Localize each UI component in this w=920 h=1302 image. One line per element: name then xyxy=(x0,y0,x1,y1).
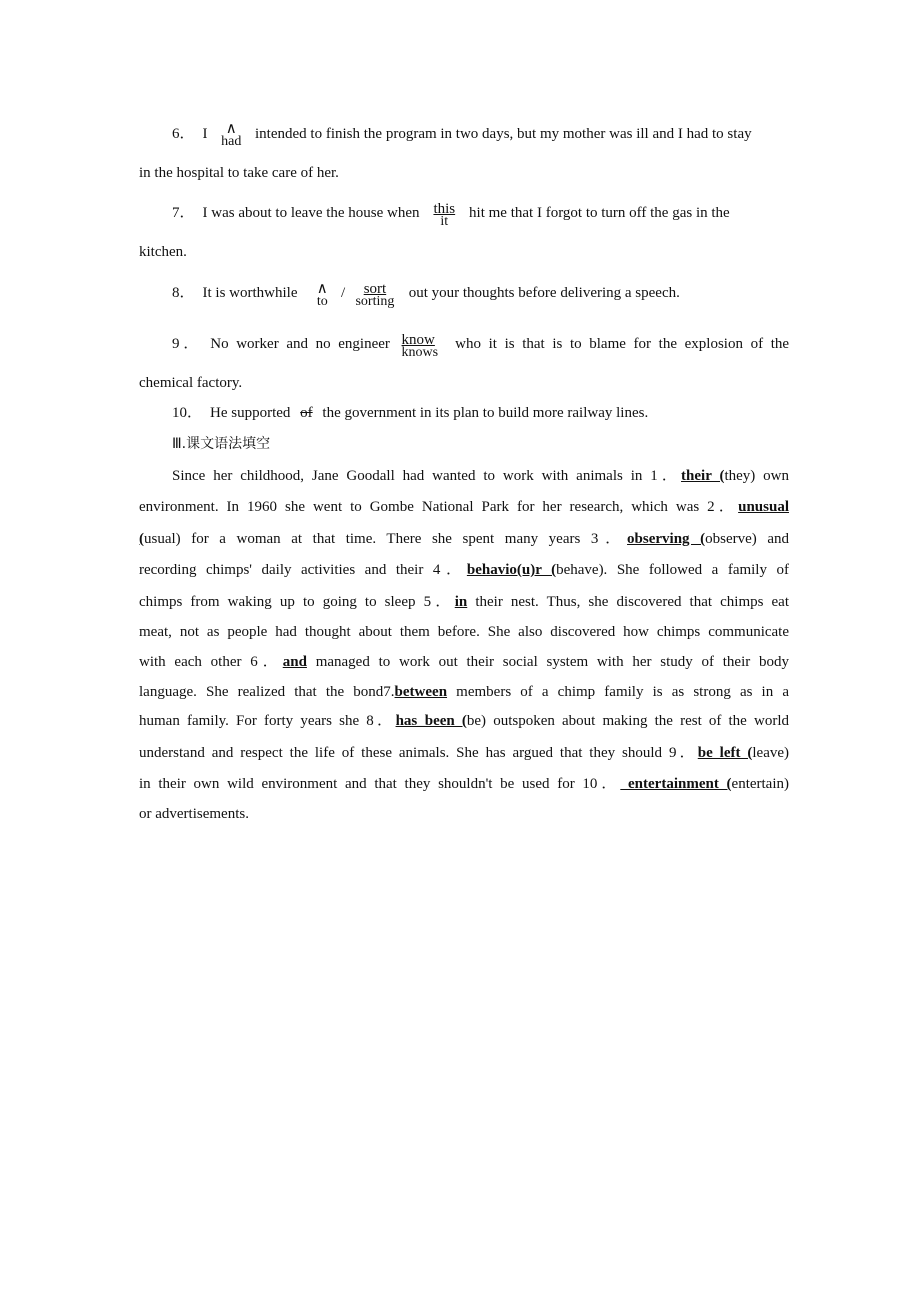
item-text-continued: kitchen. xyxy=(139,244,187,260)
text: environment. In 1960 she went to Gombe National Park for her research, which was 2． xyxy=(139,499,739,515)
text: they) own xyxy=(724,468,790,484)
item-text-continued: chemical factory. xyxy=(139,375,243,391)
answer-blank-3: observing ( xyxy=(627,531,706,547)
original-word: know xyxy=(401,332,435,348)
text: chimps from waking up to going to sleep 5． xyxy=(139,594,455,610)
answer-blank-2-paren: ( xyxy=(139,531,144,547)
item-text-before: No worker and no engineer xyxy=(210,336,390,352)
correction-item-9 xyxy=(172,334,789,360)
text: language. She realized that the bond7. xyxy=(139,684,395,700)
paragraph-line xyxy=(139,743,789,763)
deleted-word: of xyxy=(300,405,313,421)
paragraph-line xyxy=(172,466,789,486)
paragraph-line xyxy=(139,592,789,612)
answer-blank-9: be left ( xyxy=(697,745,753,761)
item-text-continued: in the hospital to take care of her. xyxy=(139,165,339,181)
text: in their own wild environment and that they shouldn't be used for 10． xyxy=(139,776,621,792)
item-text-after: hit me that I forgot to turn off the gas in the xyxy=(469,205,730,221)
paragraph-line xyxy=(139,622,789,642)
text: members of a chimp family is as strong as in a xyxy=(456,684,790,700)
answer-blank-7: between xyxy=(394,684,448,700)
answer-blank-2: unusual xyxy=(738,499,789,515)
section-heading: Ⅲ.课文语法填空 xyxy=(172,436,271,452)
text: with each other 6． xyxy=(139,654,283,670)
corrected-word: knows xyxy=(401,345,439,360)
replacement-mark xyxy=(429,202,459,228)
text: leave) xyxy=(752,745,790,761)
original-word: this xyxy=(433,201,456,217)
item-number: 10． xyxy=(172,405,203,421)
text: Since her childhood, Jane Goodall had wanted to work with animals in 1． xyxy=(172,468,682,484)
paragraph-line xyxy=(139,529,789,549)
item-text-before: I was about to leave the house when xyxy=(202,205,420,221)
paragraph-line xyxy=(139,804,789,824)
item-number: 7． xyxy=(172,205,195,221)
correction-item-8 xyxy=(172,283,789,309)
text: human family. For forty years she 8． xyxy=(139,713,396,729)
text: behave). She followed a family of xyxy=(556,562,789,578)
item-text-after: the government in its plan to build more railway lines. xyxy=(322,405,649,421)
corrected-word: it xyxy=(440,214,449,229)
correction-item-7-cont xyxy=(139,242,789,262)
paragraph-line xyxy=(139,774,789,794)
text: or advertisements. xyxy=(139,806,249,822)
answer-blank-1: their ( xyxy=(681,468,725,484)
replacement-mark xyxy=(402,333,444,359)
answer-blank-8: has_been ( xyxy=(395,713,467,729)
paragraph-line xyxy=(139,497,789,517)
correction-item-7 xyxy=(172,203,789,229)
item-text-before: He supported xyxy=(210,405,291,421)
item-number: 6． xyxy=(172,126,195,142)
correction-item-9-cont xyxy=(139,373,789,393)
insertion-mark xyxy=(311,282,333,308)
paragraph-line xyxy=(139,560,789,580)
paragraph-line xyxy=(139,682,789,702)
item-text-after: out your thoughts before delivering a speech. xyxy=(408,285,680,301)
paragraph-line xyxy=(139,711,789,731)
correction-item-10 xyxy=(172,403,789,423)
inserted-word: had xyxy=(221,134,242,149)
caret-symbol: ∧ xyxy=(225,121,237,137)
text: usual) for a woman at that time. There she spent many years 3． xyxy=(144,531,628,547)
text: understand and respect the life of these animals. She has argued that they should 9． xyxy=(139,745,698,761)
text: observe) and xyxy=(705,531,789,547)
answer-blank-10: entertainment ( xyxy=(620,776,732,792)
text: entertain) xyxy=(731,776,789,792)
paragraph-line xyxy=(139,652,789,672)
text: managed to work out their social system with her study of their body xyxy=(315,654,789,670)
correction-item-6-cont xyxy=(139,163,789,183)
insertion-mark xyxy=(217,122,245,148)
answer-blank-5: in xyxy=(454,594,468,610)
correction-item-6 xyxy=(172,121,789,150)
text: recording chimps' daily activities and their 4． xyxy=(139,562,467,578)
separator-slash: / xyxy=(341,285,346,301)
original-word: sort xyxy=(363,281,387,297)
caret-symbol: ∧ xyxy=(316,281,328,297)
item-text-after: who it is that is to blame for the explosion of the xyxy=(455,336,790,352)
item-number: 8． xyxy=(172,285,195,301)
item-text-before: I xyxy=(202,126,208,142)
answer-blank-6: and xyxy=(282,654,307,670)
corrected-word: sorting xyxy=(355,294,395,309)
item-number: 9． xyxy=(172,336,203,352)
text: be) outspoken about making the rest of the world xyxy=(466,713,789,729)
item-text-before: It is worthwhile xyxy=(202,285,298,301)
inserted-word: to xyxy=(316,294,328,309)
text: their nest. Thus, she discovered that chimps eat xyxy=(475,594,790,610)
item-text-after: intended to finish the program in two days, but my mother was ill and I had to stay xyxy=(255,126,752,142)
text: meat, not as people had thought about them before. She also discovered how chimps communicate xyxy=(139,624,789,640)
replacement-mark xyxy=(351,282,399,308)
answer-blank-4: behavio(u)r ( xyxy=(466,562,557,578)
